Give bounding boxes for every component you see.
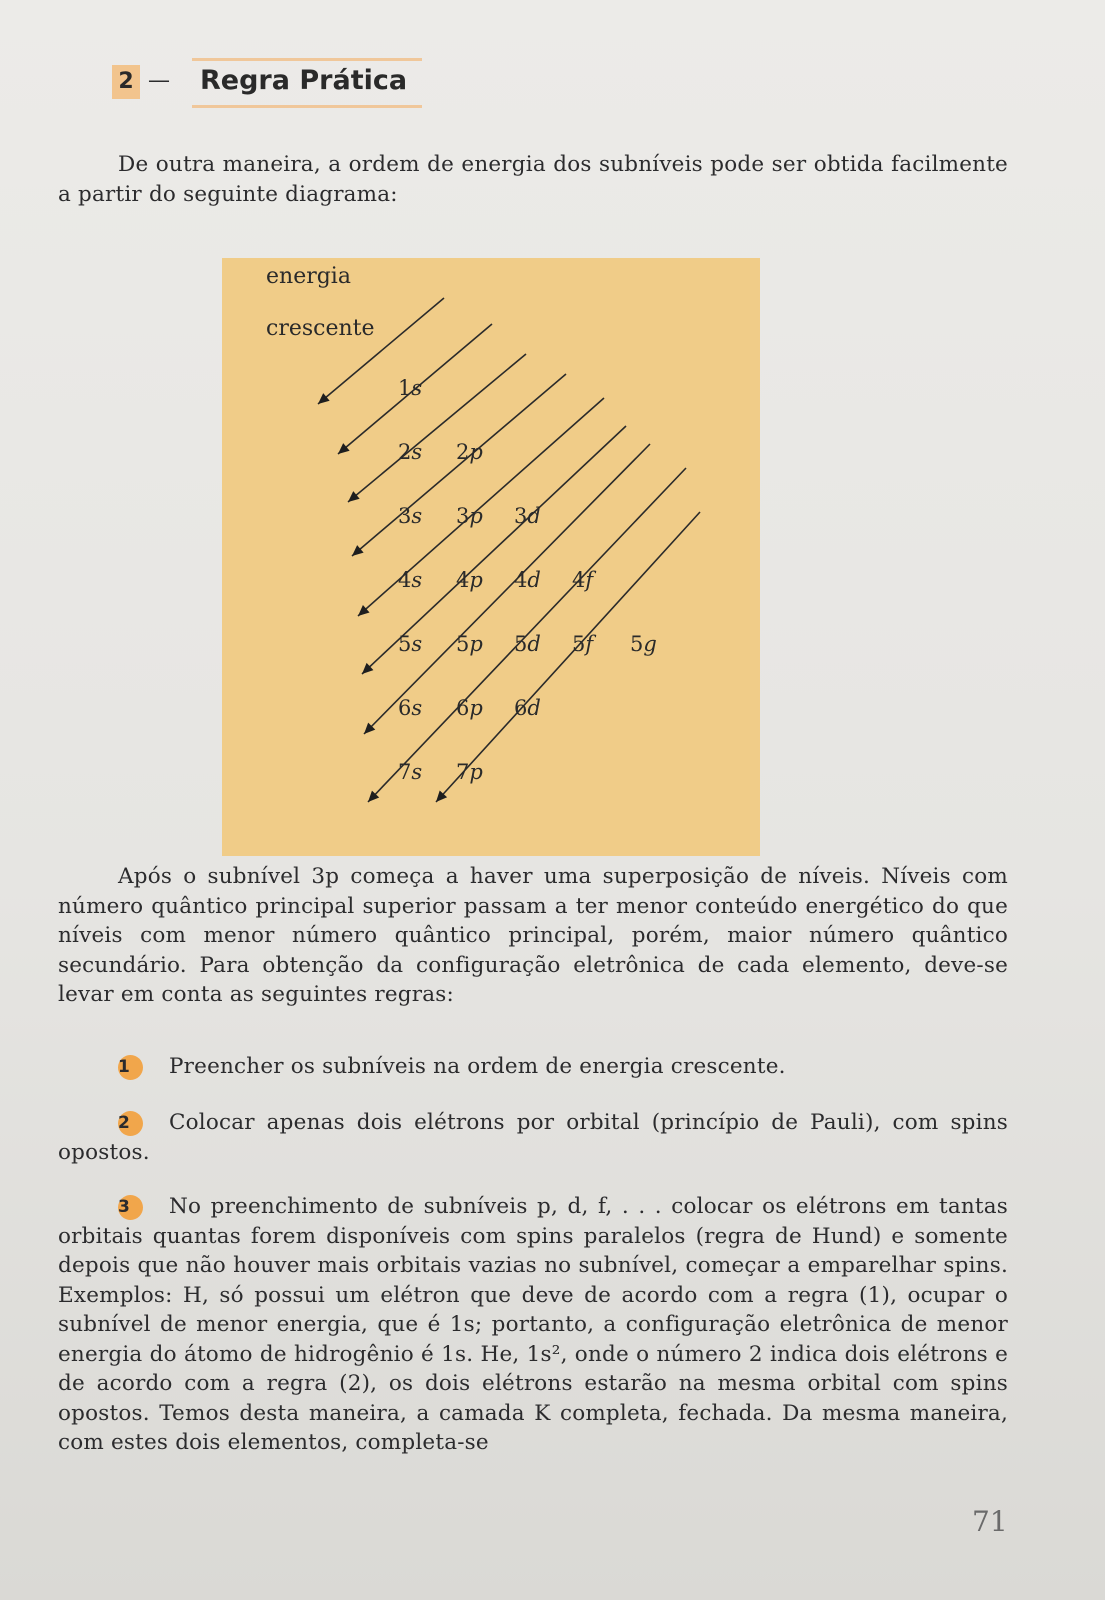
sublevel-5d: 5d xyxy=(514,632,541,656)
section-title: Regra Prática xyxy=(200,65,408,96)
heading-rule-bottom xyxy=(192,105,422,108)
rule-3 xyxy=(58,1192,1008,1458)
heading-dash: — xyxy=(148,68,170,93)
rule-2-text: Colocar apenas dois elétrons por orbital (princípio de Pauli), com spins opostos. xyxy=(58,1110,1008,1165)
sublevel-1s: 1s xyxy=(398,376,423,400)
sublevel-3s: 3s xyxy=(398,504,423,528)
diagram-label-energia: energia xyxy=(266,264,351,289)
rule-3-text: No preenchimento de subníveis p, d, f, . . . colocar os elétrons em tantas orbitais quantas forem disponíveis com spins paralelos (regra de Hund) e somente depois que não houver mais orbitais vazias no subnível, começar a emparelhar spins. Exemplos: H, só possui um elétron que deve de acordo com a regra (1), ocupar o subnível de menor energia, que é 1s; portanto, a configuração eletrônica de menor energia do átomo de hidrogênio é 1s. He, 1s², onde o número 2 indica dois elétrons e de acordo com a regra (2), os dois elétrons estarão na mesma orbital com spins opostos. Temos desta maneira, a camada K completa, fechada. Da mesma maneira, com estes dois elementos, completa-se xyxy=(58,1194,1008,1455)
sublevel-4s: 4s xyxy=(398,568,423,592)
intro-paragraph: De outra maneira, a ordem de energia dos subníveis pode ser obtida facilmente a partir do seguinte diagrama: xyxy=(58,152,1008,207)
diagonal-line-9 xyxy=(436,512,700,802)
diagonal-line-4 xyxy=(352,374,566,556)
diagonal-line-1 xyxy=(318,298,444,404)
section-number: 2 xyxy=(112,65,140,99)
rule-1 xyxy=(58,1052,1008,1082)
rule-2 xyxy=(58,1108,1008,1167)
sublevel-5p: 5p xyxy=(456,632,483,656)
sublevel-5s: 5s xyxy=(398,632,423,656)
sublevel-6p: 6p xyxy=(456,696,483,720)
explanation-paragraph: Após o subnível 3p começa a haver uma superposição de níveis. Níveis com número quântico principal superior passam a ter menor conteúdo energético do que níveis com menor número quântico principal, porém, maior número quântico secundário. Para obtenção da configuração eletrônica de cada elemento, deve-se levar em conta as seguintes regras: xyxy=(58,864,1008,1007)
diagonal-arrows xyxy=(222,258,760,856)
sublevel-5g: 5g xyxy=(630,632,657,656)
sublevel-4p: 4p xyxy=(456,568,483,592)
rule-1-text: Preencher os subníveis na ordem de energia crescente. xyxy=(169,1054,786,1079)
rule-3-number: 3 xyxy=(118,1195,143,1220)
sublevel-2s: 2s xyxy=(398,440,423,464)
sublevel-6d: 6d xyxy=(514,696,541,720)
sublevel-2p: 2p xyxy=(456,440,483,464)
rule-1-number: 1 xyxy=(118,1055,143,1080)
sublevel-4d: 4d xyxy=(514,568,541,592)
sublevel-4f: 4f xyxy=(572,568,594,592)
sublevel-3p: 3p xyxy=(456,504,483,528)
sublevel-7p: 7p xyxy=(456,760,483,784)
rule-2-number: 2 xyxy=(118,1111,143,1136)
section-heading xyxy=(112,58,422,108)
sublevel-3d: 3d xyxy=(514,504,541,528)
sublevel-7s: 7s xyxy=(398,760,423,784)
sublevel-6s: 6s xyxy=(398,696,423,720)
diagram-label-crescente: crescente xyxy=(266,316,375,341)
sublevel-5f: 5f xyxy=(572,632,594,656)
page-number: 71 xyxy=(972,1505,1008,1538)
heading-rule-top xyxy=(192,58,422,61)
diagonal-line-3 xyxy=(348,354,526,502)
energy-diagram xyxy=(222,258,760,856)
